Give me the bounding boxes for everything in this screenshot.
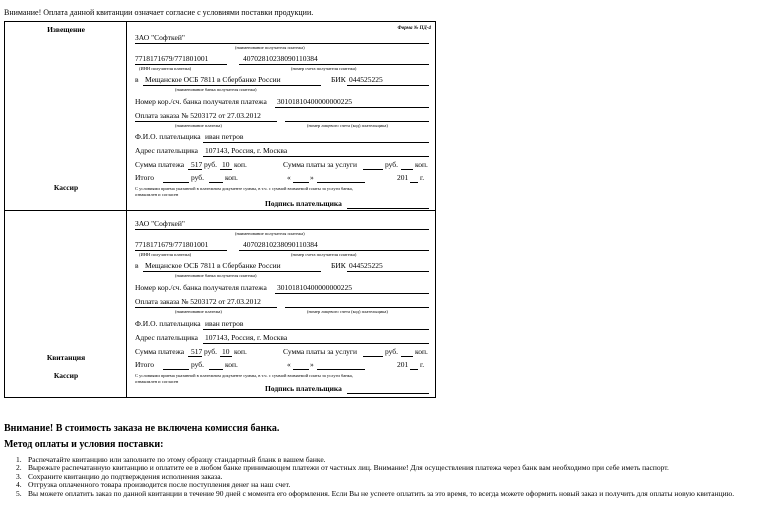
payment-receipt-form bbox=[4, 21, 436, 398]
bank-prefix: в bbox=[135, 261, 139, 270]
rub-unit: руб. bbox=[204, 347, 217, 356]
receipt-cashier-label: Кассир bbox=[53, 371, 79, 380]
notice-label-column bbox=[5, 22, 127, 210]
list-item bbox=[4, 490, 766, 498]
corr-account-label: Номер кор./сч. банка получателя платежа bbox=[135, 97, 267, 106]
bank-name: Мещанское ОСБ 7811 в Сбербанке России bbox=[145, 261, 281, 270]
sum-rub: 517 bbox=[191, 347, 203, 356]
date-close-quote: » bbox=[310, 360, 314, 369]
year-suffix: г. bbox=[420, 173, 425, 182]
sum-label: Сумма платежа bbox=[135, 160, 185, 169]
step-number: 3. bbox=[16, 471, 22, 481]
bank-prefix: в bbox=[135, 75, 139, 84]
notice-section bbox=[5, 22, 435, 211]
bik-label: БИК bbox=[331, 75, 346, 84]
payer-name: иван петров bbox=[205, 132, 244, 141]
order-description: Оплата заказа № 5203172 от 27.03.2012 bbox=[135, 297, 261, 306]
form-number: Форма № ПД-4 bbox=[397, 26, 431, 31]
recipient-caption: (наименование получателя платежа) bbox=[235, 231, 305, 236]
sum-kop: 10 bbox=[222, 160, 230, 169]
account-caption: (номер счета получателя платежа) bbox=[291, 66, 357, 71]
inn-caption: (ИНН получателя платежа) bbox=[139, 66, 192, 71]
payer-signature-label: Подпись плательщика bbox=[265, 384, 342, 393]
payer-address: 107143, Россия, г. Москва bbox=[205, 146, 288, 155]
step-number: 4. bbox=[16, 480, 22, 490]
bank-name: Мещанское ОСБ 7811 в Сбербанке России bbox=[145, 75, 281, 84]
bank-caption: (наименование банка получателя платежа) bbox=[175, 273, 257, 278]
total-rub-unit: руб. bbox=[191, 360, 204, 369]
payment-method-title: Метод оплаты и условия поставки: bbox=[4, 439, 164, 450]
notice-fields bbox=[131, 22, 431, 210]
year-suffix: г. bbox=[420, 360, 425, 369]
fee-rub-unit: руб. bbox=[385, 160, 398, 169]
step-number: 2. bbox=[16, 463, 22, 473]
order-description: Оплата заказа № 5203172 от 27.03.2012 bbox=[135, 111, 261, 120]
bank-caption: (наименование банка получателя платежа) bbox=[175, 87, 257, 92]
recipient-account: 40702810238090110384 bbox=[243, 240, 318, 249]
consent-line-1: С условиями приема указанной в платежном документе суммы, в т.ч. с суммой взимаемой платы за услуги банка, bbox=[135, 186, 353, 191]
corr-account-label: Номер кор./сч. банка получателя платежа bbox=[135, 283, 267, 292]
payer-name: иван петров bbox=[205, 319, 244, 328]
inn-kpp: 7718171679/771801001 bbox=[135, 240, 209, 249]
date-close-quote: » bbox=[310, 173, 314, 182]
order-caption: (наименование платежа) bbox=[175, 309, 222, 314]
receipt-section bbox=[5, 211, 435, 397]
year-prefix: 201 bbox=[397, 360, 409, 369]
kop-unit: коп. bbox=[234, 160, 247, 169]
total-kop-unit: коп. bbox=[225, 173, 238, 182]
recipient-caption: (наименование получателя платежа) bbox=[235, 45, 305, 50]
date-open-quote: « bbox=[287, 360, 291, 369]
payer-address: 107143, Россия, г. Москва bbox=[205, 333, 288, 342]
total-rub-unit: руб. bbox=[191, 173, 204, 182]
order-caption: (наименование платежа) bbox=[175, 123, 222, 128]
total-label: Итого bbox=[135, 173, 154, 182]
payment-steps-list bbox=[4, 456, 766, 498]
receipt-label: Квитанция bbox=[46, 353, 86, 362]
rub-unit: руб. bbox=[204, 160, 217, 169]
consent-line-2: ознакомлен и согласен bbox=[135, 192, 179, 197]
top-note: Внимание! Оплата данной квитанции означает согласие с условиями поставки продукции. bbox=[4, 8, 314, 17]
fee-rub-unit: руб. bbox=[385, 347, 398, 356]
recipient-account: 40702810238090110384 bbox=[243, 54, 318, 63]
account-caption: (номер счета получателя платежа) bbox=[291, 252, 357, 257]
step-text: Вырежьте распечатанную квитанцию и оплатите ее в любом банке принимающем платежи от частных лиц. Внимание! Для осуществления платежа через банк вам необходимо при себе иметь паспорт. bbox=[28, 463, 669, 473]
kop-unit: коп. bbox=[234, 347, 247, 356]
bik-label: БИК bbox=[331, 261, 346, 270]
address-label: Адрес плательщика bbox=[135, 333, 199, 342]
sum-kop: 10 bbox=[222, 347, 230, 356]
receipt-label-column bbox=[5, 211, 127, 397]
step-text: Сохраните квитанцию до подтверждения исполнения заказа. bbox=[28, 471, 223, 481]
step-number: 5. bbox=[16, 488, 22, 498]
fee-kop-unit: коп. bbox=[415, 347, 428, 356]
payer-signature-label: Подпись плательщика bbox=[265, 199, 342, 208]
inn-caption: (ИНН получателя платежа) bbox=[139, 252, 192, 257]
inn-kpp: 7718171679/771801001 bbox=[135, 54, 209, 63]
total-label: Итого bbox=[135, 360, 154, 369]
corr-account: 30101810400000000225 bbox=[277, 97, 352, 106]
commission-warning: Внимание! В стоимость заказа не включена комиссия банка. bbox=[4, 423, 280, 434]
total-kop-unit: коп. bbox=[225, 360, 238, 369]
step-text: Вы можете оплатить заказ по данной квитанции в течение 90 дней с момента его оформления. Если Вы не успеете оплатить за это время, то всегда можете оформить новый заказ и получить для оплаты новую квитанцию. bbox=[28, 488, 735, 498]
receipt-fields bbox=[131, 211, 431, 397]
step-text: Отгрузка оплаченного товара производится после поступления денег на наш счет. bbox=[28, 480, 291, 490]
corr-account: 30101810400000000225 bbox=[277, 283, 352, 292]
personal-account-caption: (номер лицевого счета (код) плательщика) bbox=[307, 123, 388, 128]
bik-value: 044525225 bbox=[349, 261, 383, 270]
date-open-quote: « bbox=[287, 173, 291, 182]
personal-account-caption: (номер лицевого счета (код) плательщика) bbox=[307, 309, 388, 314]
sum-label: Сумма платежа bbox=[135, 347, 185, 356]
step-number: 1. bbox=[16, 455, 22, 464]
year-prefix: 201 bbox=[397, 173, 409, 182]
cashier-label: Кассир bbox=[53, 183, 79, 192]
step-text: Распечатайте квитанцию или заполните по этому образцу стандартный бланк в вашем банке. bbox=[28, 455, 326, 464]
sum-rub: 517 bbox=[191, 160, 203, 169]
address-label: Адрес плательщика bbox=[135, 146, 199, 155]
consent-line-1: С условиями приема указанной в платежном документе суммы, в т.ч. с суммой взимаемой платы за услуги банка, bbox=[135, 373, 353, 378]
payer-label: Ф.И.О. плательщика bbox=[135, 319, 201, 328]
notice-label: Извещение bbox=[47, 25, 85, 34]
bik-value: 044525225 bbox=[349, 75, 383, 84]
payer-label: Ф.И.О. плательщика bbox=[135, 132, 201, 141]
fee-label: Сумма платы за услуги bbox=[283, 160, 358, 169]
fee-label: Сумма платы за услуги bbox=[283, 347, 358, 356]
fee-kop-unit: коп. bbox=[415, 160, 428, 169]
consent-line-2: ознакомлен и согласен bbox=[135, 379, 179, 384]
recipient-name: ЗАО "Софткей" bbox=[135, 33, 185, 42]
recipient-name: ЗАО "Софткей" bbox=[135, 219, 185, 228]
